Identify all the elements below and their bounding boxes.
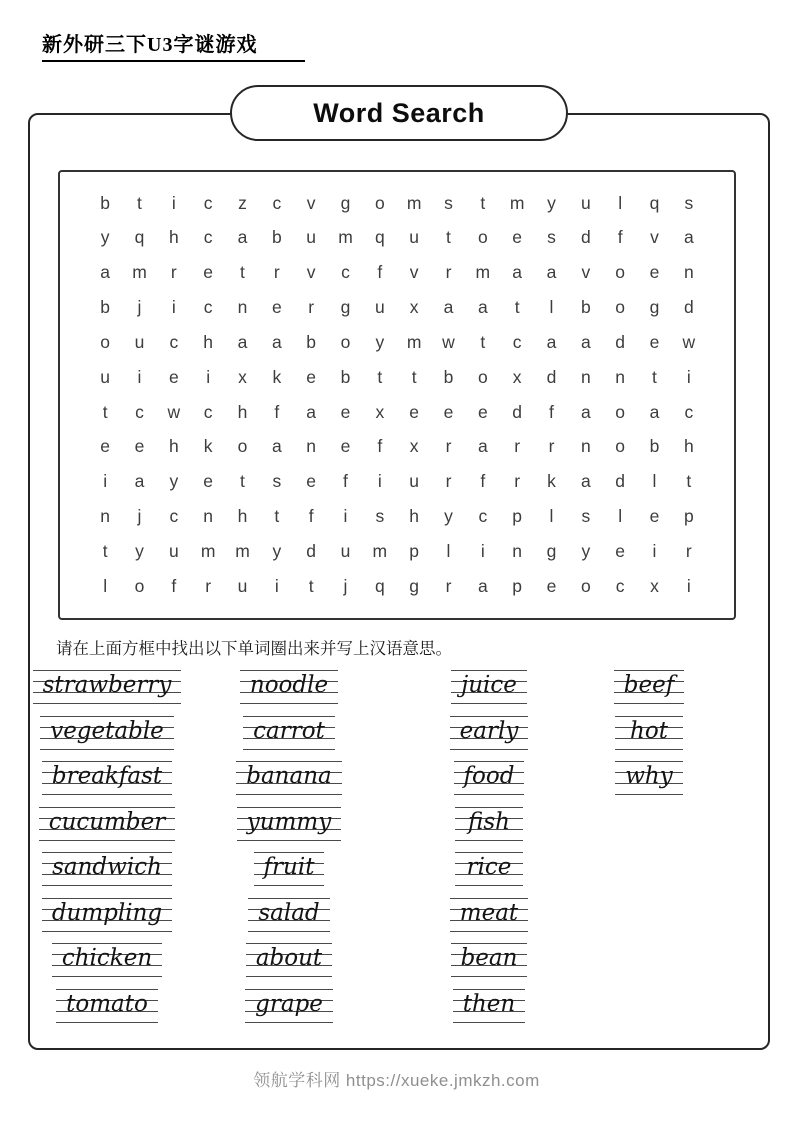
word-item: banana (246, 763, 332, 789)
grid-letter: i (377, 471, 382, 492)
grid-letter: n (237, 297, 248, 318)
grid-letter: d (683, 297, 694, 318)
grid-letter: u (409, 227, 420, 248)
worksheet-header (42, 28, 305, 62)
grid-letter: a (649, 401, 660, 422)
grid-letter: o (374, 192, 385, 213)
grid-letter: m (235, 540, 250, 561)
word-item: juice (461, 672, 517, 698)
grid-letter: z (238, 192, 247, 213)
grid-letter: n (580, 436, 591, 457)
grid-letter: x (375, 401, 385, 422)
grid-letter: o (615, 436, 626, 457)
grid-letter: o (134, 575, 145, 596)
grid-letter: o (580, 575, 591, 596)
grid-letter: j (137, 297, 142, 318)
grid-letter: q (134, 227, 145, 248)
grid-letter: h (168, 436, 179, 457)
grid-letter: r (514, 436, 521, 457)
grid-letter: r (445, 471, 452, 492)
grid-letter: g (409, 575, 420, 596)
worksheet-title: 新外研三下U3字谜游戏 (42, 28, 305, 62)
word-item: carrot (253, 717, 325, 744)
grid-letter: f (549, 401, 554, 422)
grid-letter: o (100, 331, 111, 352)
word-guide (614, 670, 684, 704)
grid-letter: n (615, 366, 626, 387)
grid-letter: d (580, 227, 591, 248)
grid-letter: r (445, 262, 452, 283)
grid-letter: m (509, 192, 525, 213)
grid-letter: a (100, 262, 111, 283)
grid-letter: y (272, 540, 282, 561)
grid-letter: r (205, 575, 212, 596)
grid-letter: x (238, 366, 247, 387)
grid-letter: r (445, 575, 452, 596)
grid-letter: g (649, 297, 660, 318)
grid-letter: o (615, 262, 626, 283)
grid-letter: i (137, 366, 142, 387)
grid-letter: j (343, 575, 348, 596)
content-frame (28, 97, 770, 1050)
word-guide (453, 989, 525, 1023)
grid-letter: x (512, 366, 522, 387)
grid-letter: a (580, 401, 591, 422)
grid-letter: e (340, 401, 351, 422)
grid-letter: y (375, 331, 385, 352)
grid-letter: n (100, 506, 111, 527)
grid-letter: e (134, 436, 145, 457)
grid-letter: m (475, 262, 491, 283)
grid-letter: d (546, 366, 557, 387)
grid-letter: e (306, 366, 317, 387)
grid-letter: x (409, 297, 419, 318)
grid-letter: i (171, 192, 176, 213)
word-guide (39, 807, 176, 841)
word-guide (42, 898, 172, 932)
word-item: fish (468, 808, 510, 835)
word-item: then (462, 990, 516, 1017)
puzzle-title-banner (230, 85, 568, 141)
grid-letter: w (682, 331, 696, 352)
grid-letter: l (549, 506, 554, 527)
grid-letter: o (477, 366, 488, 387)
word-item: tomato (66, 990, 148, 1017)
word-guide (42, 852, 172, 886)
grid-letter: h (409, 506, 420, 527)
grid-letter: y (547, 192, 556, 213)
grid-letter: c (272, 192, 282, 213)
grid-letter: d (306, 540, 317, 561)
grid-letter: e (615, 540, 626, 561)
grid-letter: u (237, 575, 248, 596)
word-column-4 (608, 670, 690, 795)
grid-letter: d (615, 471, 626, 492)
grid-letter: a (580, 331, 591, 352)
grid-letter: v (306, 192, 316, 213)
grid-letter: c (512, 331, 522, 352)
grid-letter: t (446, 227, 451, 248)
word-guide (454, 761, 525, 795)
grid-letter: a (271, 436, 282, 457)
grid-letter: u (134, 331, 145, 352)
grid-letter: b (100, 192, 111, 213)
grid-letter: e (100, 436, 111, 457)
grid-letter: t (480, 192, 486, 213)
grid-letter: c (203, 297, 213, 318)
word-guide (236, 761, 342, 795)
grid-letter: i (480, 540, 485, 561)
grid-letter: b (340, 366, 351, 387)
grid-letter: f (308, 506, 314, 527)
word-item: fruit (263, 854, 315, 880)
grid-letter: r (273, 262, 280, 283)
grid-letter: c (169, 331, 179, 352)
grid-letter: m (200, 540, 216, 561)
grid-letter: b (649, 436, 660, 457)
grid-letter: e (546, 575, 557, 596)
grid-letter: h (237, 506, 248, 527)
grid-letter: h (683, 436, 694, 457)
grid-letter: l (618, 506, 623, 527)
grid-letter: i (686, 575, 691, 596)
grid-letter: k (272, 366, 282, 387)
grid-letter: v (306, 262, 316, 283)
grid-letter: e (649, 331, 660, 352)
grid-letter: o (237, 436, 248, 457)
grid-letter: f (343, 471, 348, 492)
grid-letter: s (581, 506, 591, 527)
grid-letter: c (135, 401, 144, 422)
grid-letter: t (240, 471, 245, 492)
grid-letter: c (203, 227, 213, 248)
word-item: breakfast (51, 763, 163, 789)
grid-letter: n (306, 436, 317, 457)
letter-grid (58, 170, 736, 620)
word-item: strawberry (42, 672, 172, 698)
grid-letter: u (100, 366, 111, 387)
grid-letter: b (306, 331, 317, 352)
grid-letter: t (240, 262, 245, 283)
grid-letter: s (444, 192, 453, 213)
grid-letter: t (411, 366, 417, 387)
word-item: grape (255, 990, 323, 1017)
grid-letter: t (102, 401, 108, 422)
word-item: bean (460, 945, 518, 971)
grid-letter: l (549, 297, 554, 318)
word-item: why (625, 763, 673, 789)
footer-text: 领航学科网 https://xueke.jmkzh.com (253, 1071, 540, 1090)
grid-letter: x (650, 575, 659, 596)
grid-letter: d (512, 401, 523, 422)
grid-letter: s (375, 506, 385, 527)
grid-letter: f (480, 471, 486, 492)
word-guide (455, 852, 523, 886)
grid-letter: a (512, 262, 523, 283)
grid-letter: u (306, 227, 317, 248)
grid-letter: m (372, 540, 388, 561)
grid-letter: q (374, 227, 385, 248)
grid-letter: u (580, 192, 591, 213)
grid-letter: l (103, 575, 108, 596)
grid-letter: i (171, 297, 176, 318)
grid-letter: v (650, 227, 659, 248)
grid-letter: i (343, 506, 348, 527)
grid-letter: t (308, 575, 314, 596)
grid-letter: b (271, 227, 282, 248)
grid-letter: e (649, 262, 660, 283)
word-guide (248, 898, 329, 932)
word-item: food (463, 763, 515, 789)
grid-letter: c (478, 506, 488, 527)
word-guide (56, 989, 158, 1023)
word-guide (254, 852, 325, 886)
grid-letter: q (649, 192, 660, 213)
grid-letter: a (546, 331, 557, 352)
grid-letter: t (480, 331, 486, 352)
grid-letter: s (684, 192, 694, 213)
grid-letter: n (580, 366, 591, 387)
grid-letter: a (580, 471, 591, 492)
grid-letter: p (512, 575, 523, 596)
grid-letter: y (169, 471, 179, 492)
grid-letter: k (203, 436, 213, 457)
grid-letter: r (170, 262, 177, 283)
word-item: chicken (61, 945, 153, 971)
word-item: early (459, 717, 519, 744)
grid-letter: a (271, 331, 282, 352)
word-item: meat (459, 899, 519, 926)
word-guide (240, 670, 338, 704)
word-guide (615, 716, 683, 750)
grid-letter: n (512, 540, 523, 561)
grid-letter: h (237, 401, 248, 422)
grid-letter: g (340, 192, 351, 213)
grid-letter: b (100, 297, 111, 318)
grid-letter: h (203, 331, 214, 352)
word-list (30, 670, 768, 1045)
grid-letter: m (406, 192, 422, 213)
grid-letter: y (100, 227, 110, 248)
grid-letter: p (683, 506, 694, 527)
grid-letter: t (274, 506, 280, 527)
grid-letter: l (652, 471, 657, 492)
grid-letter: e (477, 401, 488, 422)
grid-letter: r (514, 471, 521, 492)
grid-letter: c (169, 506, 179, 527)
grid-letter: a (477, 575, 488, 596)
grid-letter: m (338, 227, 353, 248)
grid-letter: c (615, 575, 625, 596)
grid-letter: a (237, 227, 248, 248)
grid-letter: w (442, 331, 455, 352)
word-guide (615, 761, 683, 795)
instruction-text: 请在上面方框中找出以下单词圈出来并写上汉语意思。 (56, 639, 452, 658)
word-item: beef (623, 672, 675, 698)
grid-letter: m (132, 262, 147, 283)
grid-letter: n (203, 506, 214, 527)
grid-letter: i (652, 540, 657, 561)
grid-letter: e (203, 262, 214, 283)
grid-letter: d (615, 331, 626, 352)
grid-letter: c (684, 401, 694, 422)
word-guide (40, 716, 174, 750)
grid-letter: a (134, 471, 145, 492)
grid-letter: i (274, 575, 279, 596)
grid-letter: y (135, 540, 144, 561)
grid-letter: t (137, 192, 142, 213)
word-guide (450, 716, 529, 750)
word-guide (455, 807, 523, 841)
grid-letter: t (652, 366, 657, 387)
word-item: hot (630, 717, 668, 744)
grid-letter: s (272, 471, 282, 492)
grid-letter: o (340, 331, 351, 352)
grid-letter: g (340, 297, 351, 318)
grid-letter: u (409, 471, 420, 492)
grid-letter: o (615, 297, 626, 318)
grid-letter: a (477, 297, 488, 318)
grid-letter: v (409, 262, 419, 283)
grid-letter: f (171, 575, 177, 596)
word-guide (450, 898, 528, 932)
word-item: sandwich (52, 854, 162, 880)
grid-letter: u (340, 540, 351, 561)
word-guide (237, 807, 341, 841)
word-guide (451, 670, 527, 704)
word-item: salad (258, 899, 320, 926)
grid-letter: e (168, 366, 179, 387)
grid-letter: e (443, 401, 454, 422)
word-column-3 (440, 670, 538, 1023)
grid-letter: a (683, 227, 694, 248)
grid-letter: t (514, 297, 520, 318)
grid-letter: b (443, 366, 454, 387)
word-item: about (255, 945, 323, 971)
grid-letter: i (103, 471, 108, 492)
grid-letter: f (377, 436, 383, 457)
grid-letter: n (683, 262, 694, 283)
grid-letter: e (649, 506, 660, 527)
grid-letter: f (617, 227, 623, 248)
grid-letter: m (406, 331, 422, 352)
grid-letter: i (686, 366, 691, 387)
puzzle-title: Word Search (313, 97, 485, 128)
grid-letter: k (547, 471, 556, 492)
word-guide (52, 943, 162, 977)
grid-letter: v (581, 262, 591, 283)
grid-letter: i (206, 366, 211, 387)
grid-letter: r (685, 540, 692, 561)
grid-letter: g (546, 540, 557, 561)
grid-letter: s (547, 227, 556, 248)
word-guide (245, 989, 333, 1023)
grid-letter: e (340, 436, 351, 457)
grid-letter: c (341, 262, 350, 283)
grid-letter: e (271, 297, 282, 318)
grid-letter: a (237, 331, 248, 352)
grid-letter: u (374, 297, 385, 318)
grid-letter: o (477, 227, 488, 248)
grid-letter: e (203, 471, 214, 492)
word-guide (243, 716, 335, 750)
word-item: dumpling (51, 899, 163, 926)
grid-letter: e (512, 227, 523, 248)
grid-letter: p (512, 506, 523, 527)
word-item: yummy (246, 808, 332, 835)
grid-letter: a (306, 401, 317, 422)
grid-letter: r (445, 436, 452, 457)
footer-watermark (0, 1066, 793, 1091)
grid-letter: q (374, 575, 385, 596)
grid-letter: x (409, 436, 419, 457)
word-column-1 (33, 670, 181, 1023)
grid-letter: b (580, 297, 591, 318)
word-item: noodle (249, 672, 329, 698)
grid-letter: y (581, 540, 591, 561)
grid-letter: l (618, 192, 623, 213)
grid-letter: u (168, 540, 179, 561)
word-column-2 (233, 670, 345, 1023)
grid-letter: e (409, 401, 420, 422)
grid-letter: j (137, 506, 142, 527)
word-item: rice (466, 854, 512, 880)
grid-letter: c (203, 401, 213, 422)
grid-letter: f (274, 401, 280, 422)
grid-letter: o (615, 401, 626, 422)
grid-letter: w (167, 401, 181, 422)
grid-letter: a (443, 297, 454, 318)
grid-letter: t (377, 366, 383, 387)
grid-letter: l (446, 540, 451, 561)
grid-letter: y (444, 506, 453, 527)
word-guide (451, 943, 528, 977)
grid-letter: a (546, 262, 557, 283)
grid-letter: t (102, 540, 108, 561)
grid-letter: c (203, 192, 213, 213)
grid-letter: t (686, 471, 692, 492)
grid-letter: p (409, 540, 420, 561)
grid-letter: f (377, 262, 383, 283)
grid-letter: h (168, 227, 179, 248)
grid-letter: r (308, 297, 315, 318)
grid-letter: a (477, 436, 488, 457)
word-guide (42, 761, 172, 795)
word-guide (33, 670, 182, 704)
word-guide (246, 943, 332, 977)
grid-letter: e (306, 471, 317, 492)
grid-letter: r (548, 436, 555, 457)
word-item: cucumber (48, 808, 166, 835)
word-item: vegetable (50, 717, 164, 744)
